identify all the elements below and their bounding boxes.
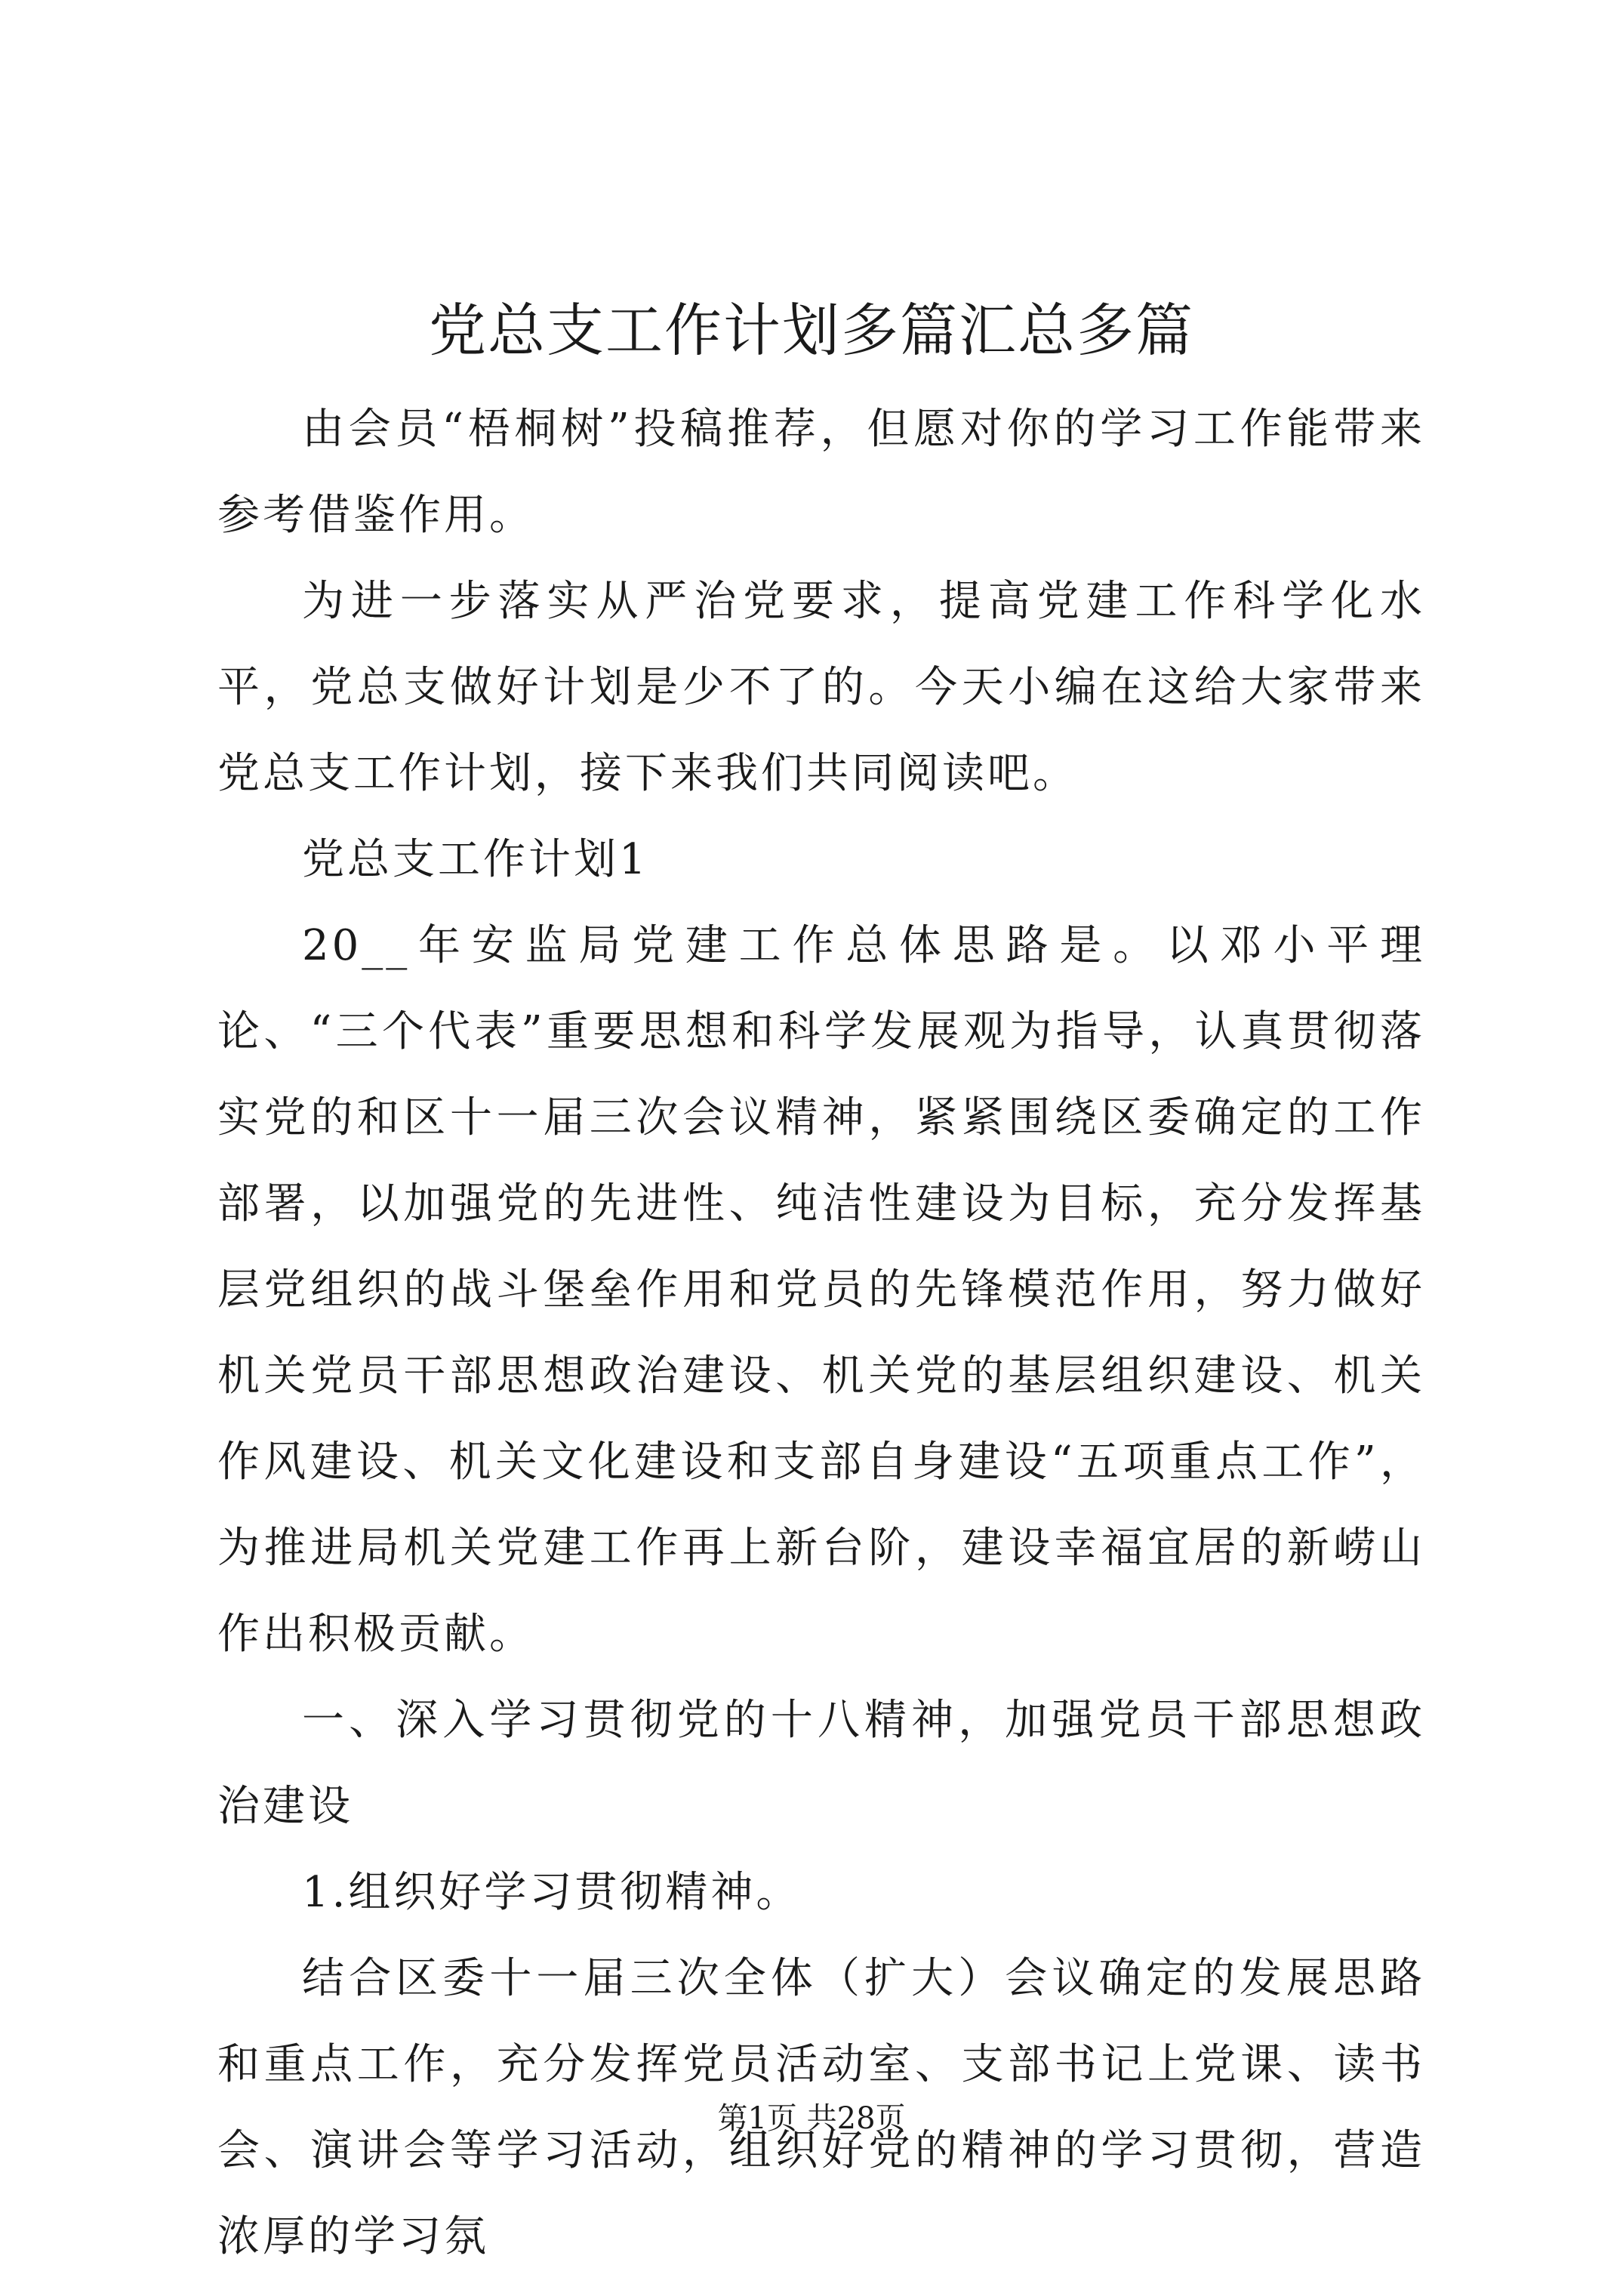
paragraph-study-activities: 结合区委十一届三次全体（扩大）会议确定的发展思路和重点工作，充分发挥党员活动室、支部书记上党课、读书会、演讲会等学习活动，组织好党的精神的学习贯彻，营造浓厚的学习氛 (217, 1954, 1425, 2261)
paragraph-overall-idea: 20__年安监局党建工作总体思路是。以邓小平理论、“三个代表”重要思想和科学发展观为指导，认真贯彻落实党的和区十一届三次会议精神，紧紧围绕区委确定的工作部署，以加强党的先进性、纯洁性建设为目标，充分发挥基层党组织的战斗堡垒作用和党员的先锋模范作用，努力做好机关党员干部思想政治建设、机关党的基层组织建设、机关作风建设、机关文化建设和支部自身建设“五项重点工作”，为推进局机关党建工作再上新台阶，建设幸福宜居的新崂山作出积极贡献。 (217, 921, 1425, 1659)
page-number-footer: 第1页 共28页 (717, 2101, 906, 2136)
section-heading-part-1: 一、深入学习贯彻党的十八精神，加强党员干部思想政治建设 (217, 1696, 1425, 1831)
paragraph-purpose: 为进一步落实从严治党要求，提高党建工作科学化水平，党总支做好计划是少不了的。今天小编在这给大家带来党总支工作计划，接下来我们共同阅读吧。 (217, 577, 1425, 798)
document-body (217, 387, 1425, 2280)
subheading-item-1: 1.组织好学习贯彻精神。 (302, 1868, 802, 1917)
document-title: 党总支工作计划多篇汇总多篇 (429, 297, 1194, 364)
paragraph-intro: 由会员“梧桐树”投稿推荐，但愿对你的学习工作能带来参考借鉴作用。 (217, 405, 1425, 540)
section-heading-plan-1: 党总支工作计划1 (302, 835, 649, 884)
